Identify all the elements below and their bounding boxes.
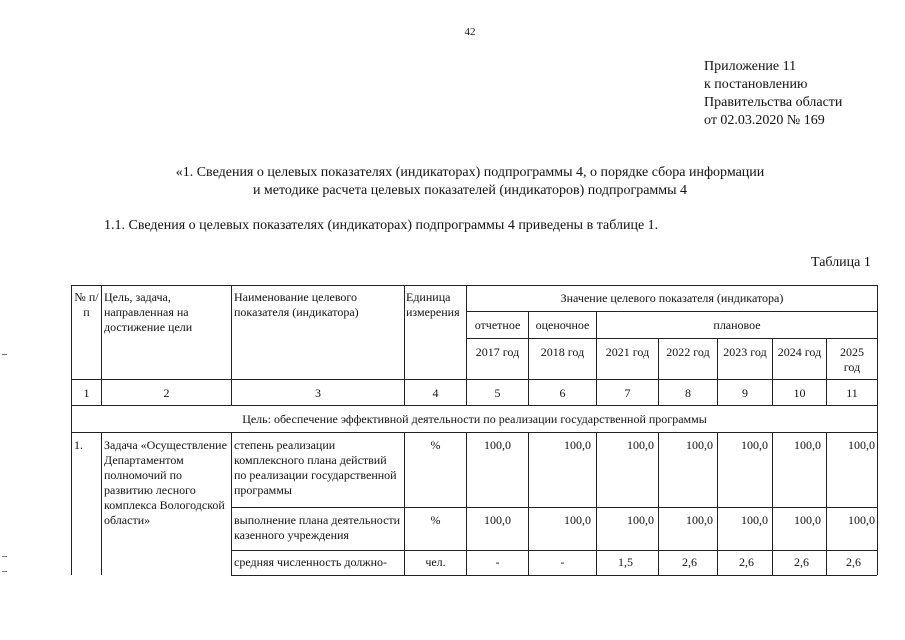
header-year: 2018 год	[540, 345, 585, 359]
column-number: 3	[315, 386, 321, 400]
task-text: Задача «Осуществление Департаментом полномочий по развитию лесного комплекса Вологодской области»	[104, 438, 227, 527]
header-year: 2025 год	[840, 345, 864, 374]
column-number: 9	[742, 386, 748, 400]
appendix-line: от 02.03.2020 № 169	[704, 113, 825, 128]
table-border	[826, 432, 827, 575]
value-cell: 100,0	[564, 513, 591, 527]
column-number: 4	[432, 386, 439, 400]
appendix-block	[704, 58, 842, 130]
scan-mark	[2, 556, 7, 557]
value-cell: 100,0	[741, 513, 768, 527]
value-cell: 2,6	[846, 555, 861, 569]
table-border	[71, 379, 877, 380]
table-border	[404, 432, 405, 575]
table-border	[231, 507, 877, 508]
column-number: 11	[846, 386, 858, 400]
value-cell: 1,5	[618, 555, 633, 569]
header-unit: Единица измерения	[406, 290, 460, 319]
header-year: 2021 год	[605, 345, 650, 359]
value-cell: 100,0	[848, 438, 875, 452]
indicator-name: средняя численность должно-	[234, 555, 387, 569]
column-number: 1	[83, 386, 90, 400]
column-number: 10	[793, 386, 806, 400]
value-cell: 100,0	[484, 513, 511, 527]
table-border	[658, 432, 659, 575]
header-year: 2023 год	[723, 345, 767, 359]
table-border	[877, 432, 878, 575]
table-border	[772, 432, 773, 575]
indicator-name: степень реализации комплексного плана действий по реализации государственной программы	[234, 438, 397, 497]
table-border	[231, 575, 877, 576]
header-year: 2017 год	[475, 345, 520, 359]
table-border	[101, 432, 102, 575]
value-cell: -	[495, 555, 500, 569]
table-border	[596, 432, 597, 575]
value-cell: 2,6	[794, 555, 809, 569]
value-cell: 100,0	[686, 438, 713, 452]
value-cell: 100,0	[627, 513, 654, 527]
column-number: 6	[559, 386, 566, 400]
header-num: № п/п	[74, 290, 99, 319]
table-border	[877, 285, 878, 405]
header-goal: Цель, задача, направленная на достижение цели	[104, 290, 193, 334]
indicator-unit: %	[430, 513, 441, 527]
value-cell: 100,0	[484, 438, 511, 452]
table-border	[231, 432, 232, 575]
appendix-line: Правительства области	[704, 95, 843, 110]
table-caption: Таблица 1	[811, 255, 871, 270]
column-number: 5	[494, 386, 501, 400]
section-title-line: и методике расчета целевых показателей (индикаторов) подпрограммы 4	[252, 183, 688, 198]
value-cell: 2,6	[739, 555, 754, 569]
header-year: 2022 год	[666, 345, 710, 359]
header-indicator: Наименование целевого показателя (индикатора)	[234, 290, 359, 319]
value-cell: 100,0	[686, 513, 713, 527]
indicator-name: выполнение плана деятельности казенного учреждения	[234, 513, 401, 542]
section-title-line: «1. Сведения о целевых показателях (индикаторах) подпрограммы 4, о порядке сбора информации	[175, 165, 765, 180]
column-number: 2	[163, 386, 170, 400]
page-number: 42	[464, 26, 476, 38]
goal-row: Цель: обеспечение эффективной деятельности по реализации государственной программы	[242, 412, 707, 426]
indicator-unit: чел.	[425, 555, 446, 569]
header-year: 2024 год	[777, 345, 822, 359]
task-number: 1.	[74, 438, 83, 452]
value-cell: -	[560, 555, 565, 569]
appendix-line: Приложение 11	[704, 59, 797, 74]
column-number: 7	[624, 386, 631, 400]
appendix-line: к постановлению	[704, 77, 808, 92]
value-cell: 100,0	[794, 513, 821, 527]
value-cell: 100,0	[794, 438, 821, 452]
indicator-unit: %	[430, 438, 441, 452]
header-planned: плановое	[713, 318, 761, 332]
value-cell: 100,0	[741, 438, 768, 452]
table-border	[71, 432, 72, 575]
value-cell: 100,0	[564, 438, 591, 452]
column-number: 8	[685, 386, 691, 400]
header-estimated: оценочное	[535, 318, 590, 332]
scan-mark	[2, 571, 7, 572]
table-border	[466, 432, 467, 575]
header-reported: отчетное	[474, 318, 521, 332]
table-border	[877, 405, 878, 432]
table-border	[71, 405, 877, 406]
section-title	[120, 164, 820, 200]
subsection-text: 1.1. Сведения о целевых показателях (индикаторах) подпрограммы 4 приведены в таблице 1.	[104, 218, 659, 233]
header-value-group: Значение целевого показателя (индикатора)	[560, 291, 784, 305]
table-border	[231, 550, 877, 551]
scan-mark	[2, 354, 7, 355]
table-border	[528, 432, 529, 575]
table-border	[717, 432, 718, 575]
value-cell: 100,0	[627, 438, 654, 452]
table-border	[71, 285, 877, 286]
value-cell: 100,0	[848, 513, 875, 527]
value-cell: 2,6	[682, 555, 697, 569]
table-border	[71, 432, 877, 433]
